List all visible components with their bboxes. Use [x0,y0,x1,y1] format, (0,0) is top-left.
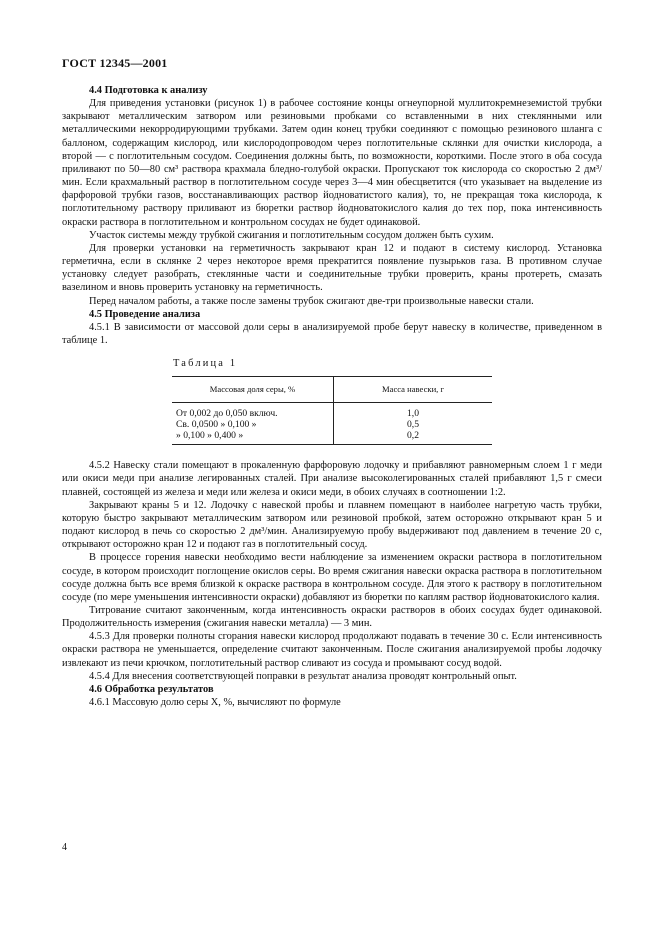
paragraph: Для приведения установки (рисунок 1) в рабочее состояние концы огнеупорной муллитокремнеземистой трубки закрывают металлическим затвором или резиновыми пробками со вставленными в них стеклянными или металлическими некорродирующими трубками. Затем один конец трубки соединяют с помощью резинового шланга с баллоном, содержащим кислород, или кислородопроводом через поглотительные склянки для очистки кислорода, а второй — с поглотительным сосудом. Соединения должны быть, по возможности, короткими. После этого в оба сосуда приливают по 50—80 см³ раствора крахмала бледно-голубой окраски. Пропускают ток кислорода со скоростью 2 дм³/мин. Если крахмальный раствор в поглотительном сосуде через 3—4 мин обесцветится (что указывает на выделение из фарфоровой трубки газов, восстанавливающих раствор йодноватистого калия), то, не прекращая тока кислорода, к поглотительному раствору приливают из бюретки раствор йодноватокислого калия до тех пор, пока интенсивность окраски раствора в поглотительном и контрольном сосудах не будет одинаковой. [62,98,602,228]
table-caption: Таблица 1 [173,358,238,370]
document-body [62,84,602,709]
paragraph: 4.6.1 Массовую долю серы X, %, вычисляют по формуле [89,697,341,709]
table-header-sulfur: Массовая доля серы, % [172,377,334,403]
table-row [172,403,492,420]
table-cell-range: » 0,100 » 0,400 » [172,430,334,445]
paragraph: Титрование считают законченным, когда интенсивность окраски растворов в обоих сосудах будет одинаковой. Продолжительность измерения (сжигания навески металла) — 3 мин. [62,605,602,630]
table-cell-mass: 0,5 [407,419,419,431]
table-cell-mass: 0,2 [334,430,493,445]
paragraph: 4.5.2 Навеску стали помещают в прокаленную фарфоровую лодочку и прибавляют равномерным слоем 1 г меди или окиси меди при анализе легированных сталей. При анализе высоколегированных сталей прибавляют 1,5 г смеси плавней, состоящей из железа и меди или железа и окиси меди, в обоих случаях в соотношении 1:2. [62,460,602,498]
paragraph: 4.5.4 Для внесения соответствующей поправки в результат анализа проводят контрольный опыт. [89,670,517,682]
paragraph: В процессе горения навески необходимо вести наблюдение за изменением окраски раствора в поглотительном сосуде, в котором происходит поглощение окислов серы. Во время сжигания навески окраска раствора в поглотительном сосуде должна быть все время близкой к окраске раствора в контрольном сосуде. Для этого к раствору в поглотительном сосуде (по мере уменьшения интенсивности окраски) добавляют из бюретки по каплям раствор йодноватокислого калия. [62,552,602,603]
spacer [62,445,602,459]
section-heading-4-6: 4.6 Обработка результатов [89,683,214,695]
table-cell-range: Св. 0,0500 » 0,100 » [172,419,334,430]
paragraph: Для проверки установки на герметичность закрывают кран 12 и подают в систему кислород. Установка герметична, если в склянке 2 через некоторое время прекратится появление пузырьков газа. В противном случае установку следует разобрать, стеклянные части и соединительные трубки проверить, краны протереть, смазать вазелином и вновь проверить установку на герметичность. [62,242,602,294]
table-row [172,430,492,445]
section-heading-4-4: 4.4 Подготовка к анализу [89,85,208,96]
paragraph: Закрывают краны 5 и 12. Лодочку с навеской пробы и плавнем помещают в наиболее нагретую часть трубки, которую быстро закрывают металлическим затвором или резиновой пробкой, затем осторожно открывают кран 5 и подают кислород в печь со скоростью 2 дм³/мин. Анализируемую пробу выдерживают под давлением в течение 20 с, открывают осторожно кран 12 и подают газ в поглотительный сосуд. [62,499,602,551]
paragraph: 4.5.3 Для проверки полноты сгорания навески кислород продолжают подавать в течение 30 с. Если интенсивность окраски раствора не уменьшается, определение считают законченным. После сжигания анализируемой пробы лодочку извлекают из печи крючком, поглотительный раствор сливают из сосуда и промывают сосуд водой. [62,631,602,669]
table-cell-mass: 1,0 [407,408,419,420]
paragraph: Перед началом работы, а также после замены трубок сжигают две-три произвольные навески стали. [89,295,534,307]
paragraph: 4.5.1 В зависимости от массовой доли серы в анализируемой пробе берут навеску в количестве, приведенном в таблице 1. [62,321,602,346]
section-heading-4-5: 4.5 Проведение анализа [89,308,201,320]
table-header-mass: Масса навески, г [334,377,493,403]
table-cell-range: От 0,002 до 0,050 включ. [172,403,334,420]
document-header: ГОСТ 12345—2001 [62,56,168,70]
table-1 [172,376,492,445]
paragraph: Участок системы между трубкой сжигания и поглотительным сосудом должен быть сухим. [89,229,494,241]
table-row [172,419,492,430]
page-number: 4 [62,842,67,853]
